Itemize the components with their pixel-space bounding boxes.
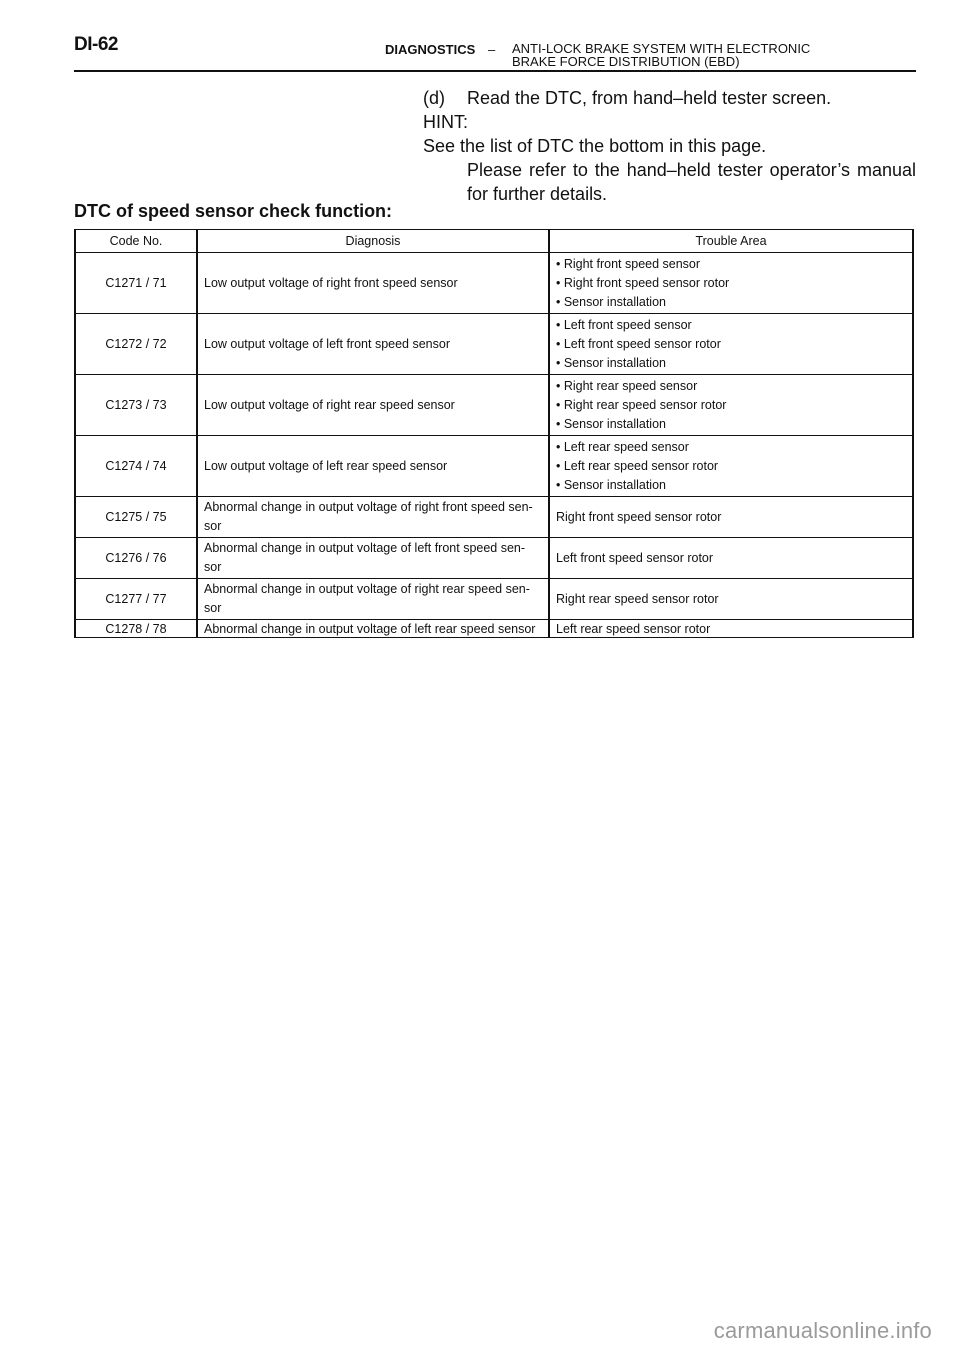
trouble-cell <box>549 375 913 436</box>
diagnosis-cell: Low output voltage of left rear speed sensor <box>197 436 549 497</box>
header-trouble-area: Trouble Area <box>549 230 913 253</box>
trouble-item: • Sensor installation <box>556 477 666 492</box>
code-cell: C1276 / 76 <box>75 538 197 579</box>
section-heading: DIAGNOSTICS <box>385 42 476 57</box>
header-rule <box>74 70 916 72</box>
trouble-item: • Left rear speed sensor <box>556 439 689 454</box>
table-row <box>75 497 913 538</box>
table-row <box>75 538 913 579</box>
trouble-cell <box>549 436 913 497</box>
hint-text: See the list of DTC the bottom in this page. <box>423 136 767 156</box>
trouble-cell: Left front speed sensor rotor <box>549 538 913 579</box>
diagnosis-line: Abnormal change in output voltage of left front speed sen- <box>204 541 526 555</box>
diagnosis-line: sor <box>204 519 222 533</box>
trouble-item: • Left front speed sensor rotor <box>556 336 721 351</box>
header-title-line-1: ANTI-LOCK BRAKE SYSTEM WITH ELECTRONIC <box>512 41 811 56</box>
table-row <box>75 253 913 314</box>
note-line-2: for further details. <box>467 184 608 204</box>
table-row <box>75 314 913 375</box>
step-label: (d) <box>423 88 445 108</box>
trouble-item: • Right rear speed sensor rotor <box>556 397 727 412</box>
diagnosis-line: Abnormal change in output voltage of right rear speed sen- <box>204 582 530 596</box>
trouble-item: • Right front speed sensor <box>556 256 701 271</box>
watermark: carmanualsonline.info <box>713 1318 932 1343</box>
diagnosis-cell: Abnormal change in output voltage of left rear speed sensor <box>197 620 549 638</box>
header-dash: – <box>488 42 496 57</box>
diagnosis-line: sor <box>204 560 222 574</box>
code-cell: C1274 / 74 <box>75 436 197 497</box>
trouble-cell <box>549 314 913 375</box>
header-title-line-2: BRAKE FORCE DISTRIBUTION (EBD) <box>512 54 740 69</box>
diagnosis-cell <box>197 538 549 579</box>
code-cell: C1278 / 78 <box>75 620 197 638</box>
instruction-block <box>423 86 916 206</box>
trouble-cell: Right front speed sensor rotor <box>549 497 913 538</box>
diagnosis-cell <box>197 579 549 620</box>
trouble-cell <box>549 253 913 314</box>
table-row <box>75 436 913 497</box>
diagnosis-line: sor <box>204 601 222 615</box>
code-cell: C1271 / 71 <box>75 253 197 314</box>
table-row <box>75 620 913 638</box>
step-d <box>423 86 916 110</box>
code-cell: C1277 / 77 <box>75 579 197 620</box>
page-number: DI-62 <box>74 34 118 55</box>
header-code: Code No. <box>75 230 197 253</box>
hint-label: HINT: <box>423 112 468 132</box>
trouble-item: • Right front speed sensor rotor <box>556 275 730 290</box>
note-line-1: Please refer to the hand–held tester operator’s manual <box>467 160 916 180</box>
diagnosis-cell: Low output voltage of right rear speed sensor <box>197 375 549 436</box>
diagnosis-line: Abnormal change in output voltage of right front speed sen- <box>204 500 533 514</box>
trouble-item: • Left rear speed sensor rotor <box>556 458 719 473</box>
trouble-item: • Sensor installation <box>556 294 666 309</box>
code-cell: C1272 / 72 <box>75 314 197 375</box>
trouble-item: • Right rear speed sensor <box>556 378 698 393</box>
table-header-row <box>75 230 913 253</box>
section-title: DTC of speed sensor check function: <box>74 201 393 221</box>
trouble-item: • Left front speed sensor <box>556 317 692 332</box>
table-row <box>75 579 913 620</box>
trouble-item: • Sensor installation <box>556 355 666 370</box>
table-row <box>75 375 913 436</box>
code-cell: C1273 / 73 <box>75 375 197 436</box>
diagnosis-cell <box>197 497 549 538</box>
header-diagnosis: Diagnosis <box>197 230 549 253</box>
diagnosis-cell: Low output voltage of left front speed sensor <box>197 314 549 375</box>
code-cell: C1275 / 75 <box>75 497 197 538</box>
trouble-cell: Left rear speed sensor rotor <box>549 620 913 638</box>
diagnosis-cell: Low output voltage of right front speed sensor <box>197 253 549 314</box>
step-text: Read the DTC, from hand–held tester screen. <box>467 88 832 108</box>
trouble-item: • Sensor installation <box>556 416 666 431</box>
trouble-cell: Right rear speed sensor rotor <box>549 579 913 620</box>
dtc-table <box>74 229 914 638</box>
header-title <box>512 42 810 68</box>
